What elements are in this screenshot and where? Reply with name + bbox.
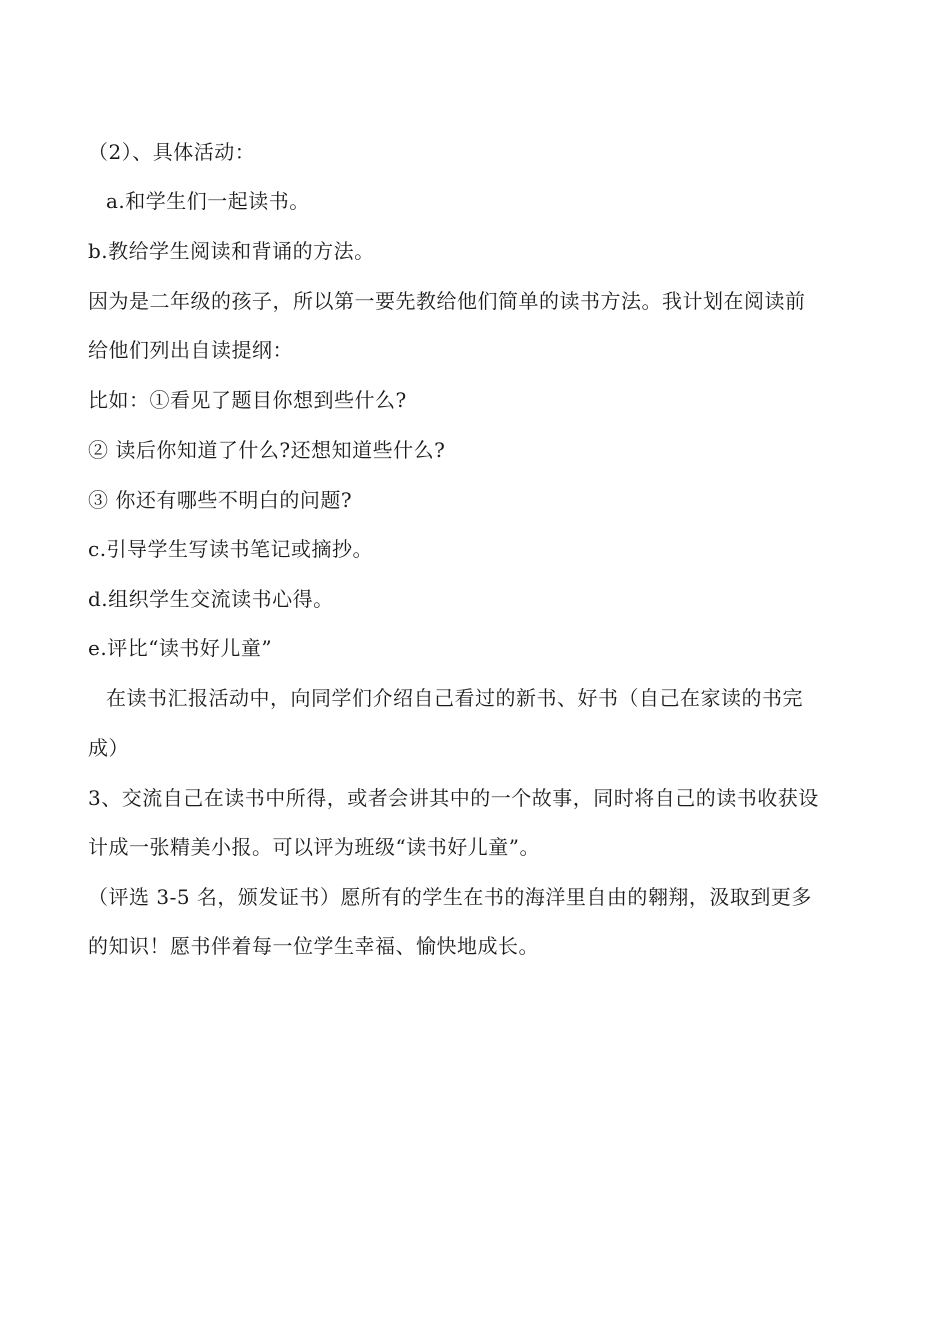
paragraph-line: 的知识！愿书伴着每一位学生幸福、愉快地成长。 [88, 934, 539, 958]
item-e: e.评比“读书好儿童” [88, 636, 273, 660]
item-d: d.组织学生交流读书心得。 [88, 587, 334, 611]
paragraph-line: 给他们列出自读提纲： [88, 338, 293, 362]
outline-question-2: ② 读后你知道了什么?还想知道些什么? [88, 438, 446, 462]
outline-question-3: ③ 你还有哪些不明白的问题? [88, 488, 353, 512]
item-a: a.和学生们一起读书。 [106, 189, 310, 213]
paragraph-line: （评选 3-5 名，颁发证书）愿所有的学生在书的海洋里自由的翱翔，汲取到更多 [88, 885, 812, 909]
paragraph-line: 3、交流自己在读书中所得，或者会讲其中的一个故事，同时将自己的读书收获设 [88, 786, 819, 810]
heading-specific-activities: （2）、具体活动： [88, 140, 256, 164]
paragraph-line: 在读书汇报活动中，向同学们介绍自己看过的新书、好书（自己在家读的书完 [106, 686, 803, 710]
outline-question-1: 比如：①看见了题目你想到些什么? [88, 388, 407, 412]
paragraph-line: 因为是二年级的孩子，所以第一要先教给他们简单的读书方法。我计划在阅读前 [88, 289, 806, 313]
paragraph-line: 成） [88, 736, 129, 760]
item-c: c.引导学生写读书笔记或摘抄。 [88, 537, 374, 561]
item-b: b.教给学生阅读和背诵的方法。 [88, 239, 375, 263]
paragraph-line: 计成一张精美小报。可以评为班级“读书好儿童”。 [88, 835, 540, 859]
